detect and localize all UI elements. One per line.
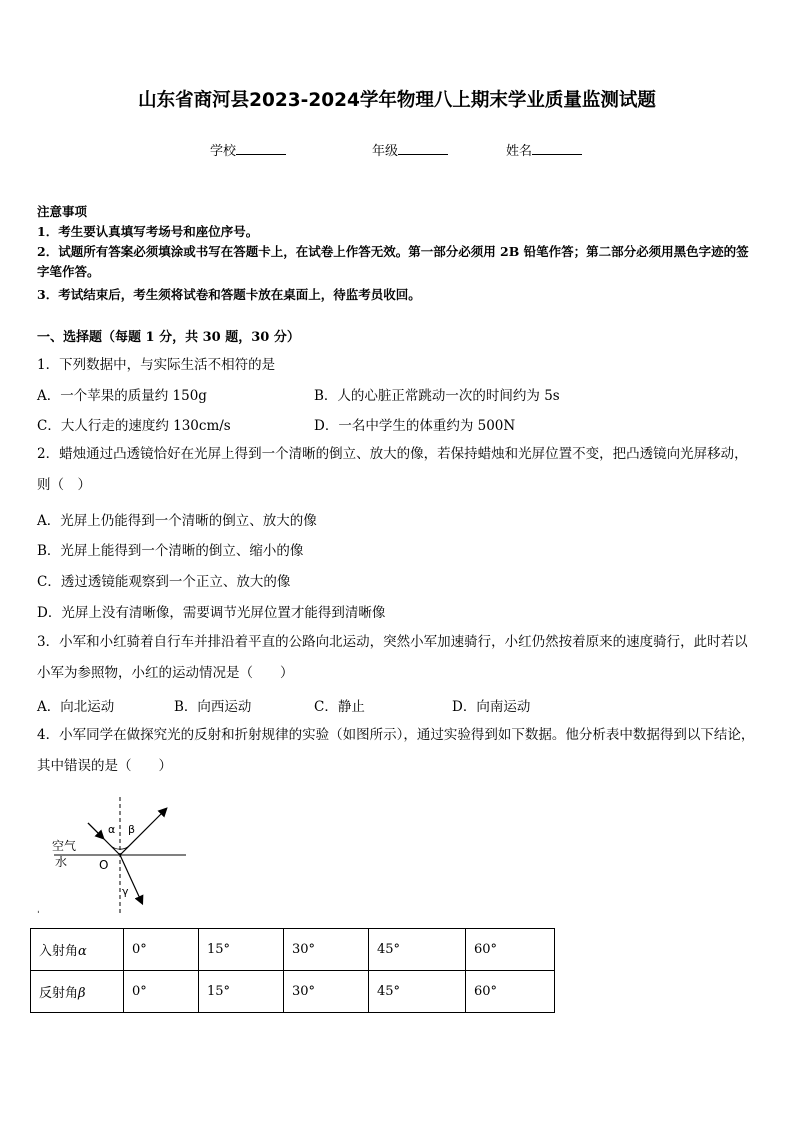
table-cell: 45° [369, 971, 466, 1013]
name-field[interactable] [506, 140, 582, 159]
notice-item-1: 1．考生要认真填写考场号和座位序号。 [37, 224, 259, 239]
table-row [31, 971, 555, 1013]
table-cell: 60° [466, 929, 555, 971]
table-cell: 45° [369, 929, 466, 971]
notice-heading: 注意事项 [37, 204, 88, 219]
school-field[interactable] [210, 140, 286, 159]
section-heading: 一、选择题（每题 1 分，共 30 题，30 分） [37, 330, 300, 345]
question-1-option-c[interactable]: C．大人行走的速度约 130cm/s [37, 418, 231, 434]
row-label: 入射角α [31, 929, 124, 971]
water-label: 水 [55, 855, 68, 869]
question-4-stem: 4．小军同学在做探究光的反射和折射规律的实验（如图所示），通过实验得到如下数据。他分析表中数据得到以下结论，其中错误的是（ ） [37, 727, 755, 774]
question-2-option-a[interactable]: A．光屏上仍能得到一个清晰的倒立、放大的像 [37, 513, 317, 529]
question-3-option-b[interactable]: B．向西运动 [174, 699, 252, 715]
reflected-ray [120, 809, 166, 855]
table-cell: 0° [124, 971, 199, 1013]
name-label: 姓名 [506, 144, 533, 159]
table-cell: 15° [199, 929, 284, 971]
beta-label: β [128, 823, 136, 836]
small-mark: ˌ [37, 905, 40, 915]
table-cell: 15° [199, 971, 284, 1013]
question-2-option-b[interactable]: B．光屏上能得到一个清晰的倒立、缩小的像 [37, 543, 304, 559]
page-title: 山东省商河县2023-2024学年物理八上期末学业质量监测试题 [138, 90, 656, 111]
question-1-option-a[interactable]: A．一个苹果的质量约 150g [37, 388, 207, 404]
question-3-option-c[interactable]: C．静止 [314, 699, 365, 715]
question-2-stem: 2．蜡烛通过凸透镜恰好在光屏上得到一个清晰的倒立、放大的像，若保持蜡烛和光屏位置不变，把凸透镜向光屏移动，则（ ） [37, 446, 748, 493]
angle-table [30, 928, 555, 1013]
question-2-option-c[interactable]: C．透过透镜能观察到一个正立、放大的像 [37, 574, 291, 590]
question-2-option-d[interactable]: D．光屏上没有清晰像，需要调节光屏位置才能得到清晰像 [37, 605, 386, 621]
grade-blank[interactable] [398, 142, 448, 155]
question-3-option-a[interactable]: A．向北运动 [37, 699, 115, 715]
grade-label: 年级 [372, 144, 399, 159]
table-cell: 30° [284, 971, 369, 1013]
air-label: 空气 [52, 839, 77, 853]
school-label: 学校 [210, 144, 237, 159]
table-cell: 0° [124, 929, 199, 971]
school-blank[interactable] [236, 142, 286, 155]
origin-label: O [99, 858, 109, 872]
refraction-diagram [36, 795, 206, 917]
grade-field[interactable] [372, 140, 448, 159]
table-cell: 30° [284, 929, 369, 971]
notice-item-3: 3．考试结束后，考生须将试卷和答题卡放在桌面上，待监考员收回。 [37, 287, 421, 302]
gamma-label: γ [122, 885, 129, 898]
row-label: 反射角β [31, 971, 124, 1013]
notice-item-2: 2．试题所有答案必须填涂或书写在答题卡上，在试卷上作答无效。第一部分必须用 2B 铅笔作答；第二部分必须用黑色字迹的签字笔作答。 [37, 244, 749, 279]
question-3-option-d[interactable]: D．向南运动 [452, 699, 531, 715]
alpha-label: α [108, 823, 116, 836]
question-1-option-b[interactable]: B．人的心脏正常跳动一次的时间约为 5s [314, 388, 560, 404]
name-blank[interactable] [532, 142, 582, 155]
question-3-stem: 3．小军和小红骑着自行车并排沿着平直的公路向北运动，突然小军加速骑行，小红仍然按着原来的速度骑行，此时若以小军为参照物，小红的运动情况是（ ） [37, 634, 748, 681]
question-1-option-d[interactable]: D．一名中学生的体重约为 500N [314, 418, 516, 434]
table-cell: 60° [466, 971, 555, 1013]
question-1-stem: 1．下列数据中，与实际生活不相符的是 [37, 357, 276, 373]
table-row [31, 929, 555, 971]
